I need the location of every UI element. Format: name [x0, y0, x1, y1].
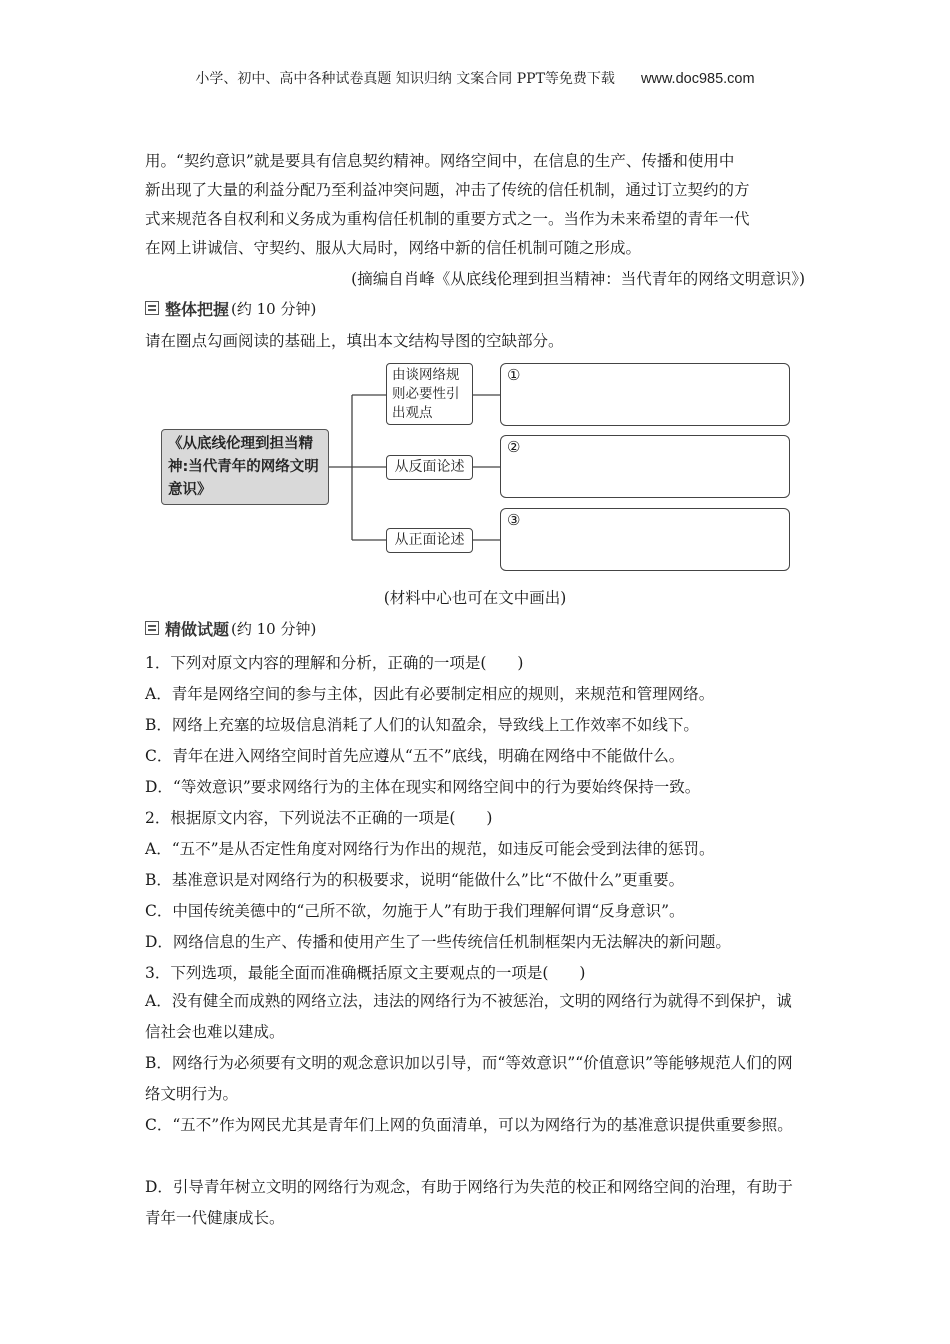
intro-paragraph	[145, 147, 805, 263]
question-2-option-a[interactable]: A．“五不”是从否定性角度对网络行为作出的规范，如违反可能会受到法律的惩罚。	[145, 840, 715, 858]
section-time: (约 10 分钟)	[231, 299, 317, 318]
mindmap-blank-1[interactable]	[500, 363, 790, 426]
question-2-option-c[interactable]: C．中国传统美德中的“己所不欲，勿施于人”有助于我们理解何谓“反身意识”。	[145, 902, 685, 920]
mindmap-blank-3[interactable]	[500, 508, 790, 571]
mindmap-caption: (材料中心也可在文中画出)	[383, 589, 567, 607]
question-1-option-a[interactable]: A．青年是网络空间的参与主体，因此有必要制定相应的规则，来规范和管理网络。	[145, 685, 715, 703]
blank-marker: ②	[507, 438, 521, 456]
section-title: 精做试题	[165, 619, 230, 639]
intro-line: 用。“契约意识”就是要具有信息契约精神。网络空间中，在信息的生产、传播和使用中	[145, 152, 735, 170]
question-3-option-c[interactable]: C．“五不”作为网民尤其是青年们上网的负面清单，可以为网络行为的基准意识提供重要参照。	[145, 1116, 793, 1134]
intro-line: 在网上讲诚信、守契约、服从大局时，网络中新的信任机制可随之形成。	[145, 239, 642, 257]
section-icon	[145, 301, 159, 315]
question-3-option-d[interactable]: D．引导青年树立文明的网络行为观念，有助于网络行为失范的校正和网络空间的治理，有助于青年一代健康成长。	[145, 1178, 793, 1227]
header-site-link[interactable]: www.doc985.com	[640, 71, 755, 87]
mindmap-root: 《从底线伦理到担当精神:当代青年的网络文明意识》	[161, 429, 329, 505]
section-overall-grasp	[145, 296, 316, 320]
question-1-option-d[interactable]: D．“等效意识”要求网络行为的主体在现实和网络空间中的行为要始终保持一致。	[145, 778, 701, 796]
question-2-option-b[interactable]: B．基准意识是对网络行为的积极要求，说明“能做什么”比“不做什么”更重要。	[145, 871, 685, 889]
mindmap-blank-2[interactable]	[500, 435, 790, 498]
instruction-text: 请在圈点勾画阅读的基础上，填出本文结构导图的空缺部分。	[145, 332, 564, 350]
question-3-option-b[interactable]: B．网络行为必须要有文明的观念意识加以引导，而“等效意识”“价值意识”等能够规范人们的网络文明行为。	[145, 1054, 793, 1103]
section-practice	[145, 616, 316, 640]
intro-line: 新出现了大量的利益分配乃至利益冲突问题，冲击了传统的信任机制，通过订立契约的方	[145, 181, 750, 199]
mindmap-branch-2: 从反面论述	[386, 455, 473, 480]
mindmap-branch-3: 从正面论述	[386, 528, 473, 553]
question-3-stem: 3．下列选项，最能全面而准确概括原文主要观点的一项是( )	[145, 964, 586, 982]
intro-line: 式来规范各自权利和义务成为重构信任机制的重要方式之一。当作为未来希望的青年一代	[145, 210, 750, 228]
section-title: 整体把握	[165, 299, 230, 319]
question-3-option-a[interactable]: A．没有健全而成熟的网络立法，违法的网络行为不被惩治，文明的网络行为就得不到保护，诚信社会也难以建成。	[145, 992, 792, 1041]
source-citation: (摘编自肖峰《从底线伦理到担当精神：当代青年的网络文明意识》)	[351, 270, 805, 288]
blank-marker: ①	[507, 366, 521, 384]
section-icon	[145, 621, 159, 635]
blank-marker: ③	[507, 511, 521, 529]
question-1-option-c[interactable]: C．青年在进入网络空间时首先应遵从“五不”底线，明确在网络中不能做什么。	[145, 747, 685, 765]
page-header	[0, 68, 950, 88]
header-text: 小学、初中、高中各种试卷真题 知识归纳 文案合同 PPT等免费下载	[195, 71, 615, 87]
mindmap-branch-1: 由谈网络规则必要性引出观点	[386, 363, 473, 425]
question-1-stem: 1．下列对原文内容的理解和分析，正确的一项是( )	[145, 654, 524, 672]
question-2-stem: 2．根据原文内容，下列说法不正确的一项是( )	[145, 809, 493, 827]
question-1-option-b[interactable]: B．网络上充塞的垃圾信息消耗了人们的认知盈余，导致线上工作效率不如线下。	[145, 716, 699, 734]
section-time: (约 10 分钟)	[231, 619, 317, 638]
question-2-option-d[interactable]: D．网络信息的生产、传播和使用产生了一些传统信任机制框架内无法解决的新问题。	[145, 933, 731, 951]
